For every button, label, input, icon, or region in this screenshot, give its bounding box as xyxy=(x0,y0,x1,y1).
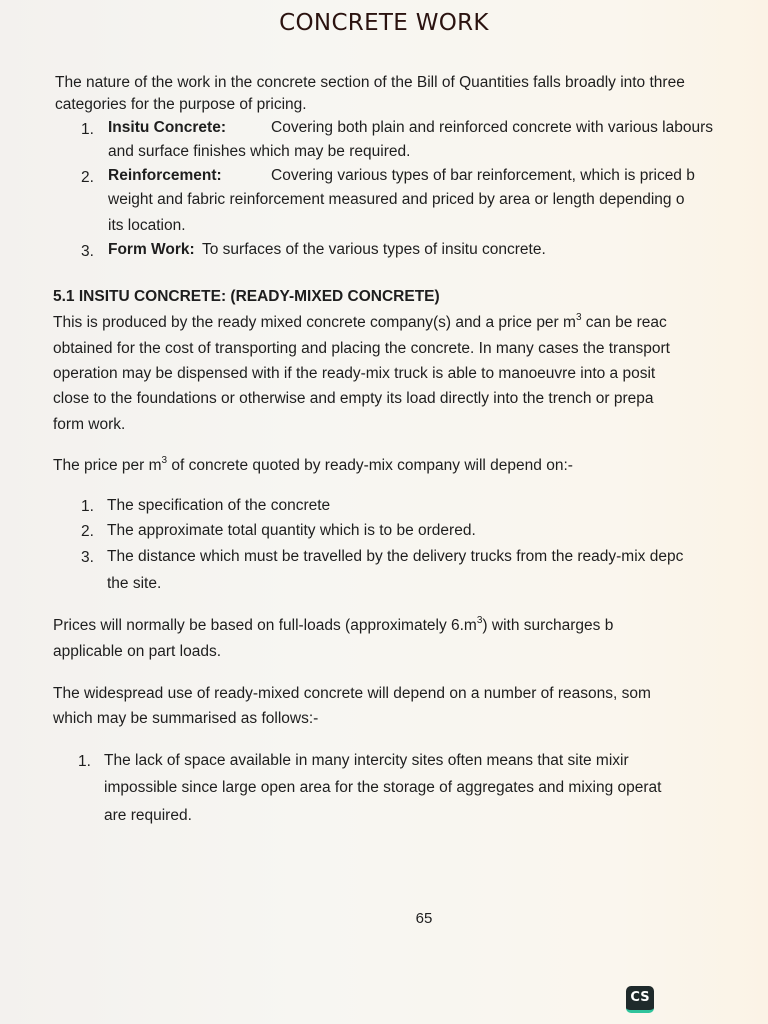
list-item-text: are required. xyxy=(104,807,192,824)
list-item-text: The lack of space available in many intercity sites often means that site mixir xyxy=(104,752,629,769)
list-item-text: The approximate total quantity which is to be ordered. xyxy=(107,522,476,539)
list-item-label: Reinforcement: xyxy=(108,167,222,184)
paragraph-text: ) with surcharges b xyxy=(482,617,614,634)
superscript: 3 xyxy=(575,311,582,323)
superscript: 3 xyxy=(476,614,483,626)
page-number: 65 xyxy=(415,910,433,927)
paragraph-line: obtained for the cost of transporting and placing the concrete. In many cases the transport xyxy=(53,340,670,357)
list-item-label: Insitu Concrete: xyxy=(108,119,226,136)
intro-line-2: categories for the purpose of pricing. xyxy=(55,96,307,113)
page-title: CONCRETE WORK xyxy=(279,10,489,36)
list-item-text: its location. xyxy=(108,217,186,234)
list-item-label: Form Work: xyxy=(108,241,195,258)
paragraph-line: form work. xyxy=(53,416,126,433)
camscanner-logo-icon: CS xyxy=(626,986,654,1013)
list-item-number: 1. xyxy=(78,753,91,770)
superscript: 3 xyxy=(161,454,168,466)
paragraph-line: close to the foundations or otherwise and empty its load directly into the trench or prepa xyxy=(53,390,654,407)
list-item-text: Covering both plain and reinforced concrete with various labours xyxy=(271,119,713,136)
list-item-text: Covering various types of bar reinforcement, which is priced b xyxy=(271,167,695,184)
paragraph-text: This is produced by the ready mixed concrete company(s) and a price per m xyxy=(53,314,576,331)
list-item-text: To surfaces of the various types of insitu concrete. xyxy=(202,241,546,258)
section-heading: 5.1 INSITU CONCRETE: (READY-MIXED CONCRETE) xyxy=(53,288,440,305)
list-item-text: The specification of the concrete xyxy=(107,497,331,514)
paragraph-line: The widespread use of ready-mixed concrete will depend on a number of reasons, som xyxy=(53,685,651,702)
list-item-number: 2. xyxy=(81,169,94,186)
paragraph-line xyxy=(53,456,573,476)
paragraph-text: Prices will normally be based on full-loads (approximately 6.m xyxy=(53,617,477,634)
paragraph-line xyxy=(53,616,613,636)
list-item-number: 1. xyxy=(81,121,94,138)
paragraph-text: The price per m xyxy=(53,457,162,474)
list-item-text: weight and fabric reinforcement measured and priced by area or length depending o xyxy=(108,191,685,208)
paragraph-line: which may be summarised as follows:- xyxy=(53,710,319,727)
paragraph-text: can be reac xyxy=(581,314,667,331)
list-item-text: and surface finishes which may be required. xyxy=(108,143,411,160)
paragraph-line: operation may be dispensed with if the ready-mix truck is able to manoeuvre into a posit xyxy=(53,365,656,382)
list-item-text: the site. xyxy=(107,575,162,592)
list-item-text: The distance which must be travelled by the delivery trucks from the ready-mix depc xyxy=(107,548,684,565)
list-item-number: 2. xyxy=(81,523,94,540)
list-item-number: 3. xyxy=(81,549,94,566)
paragraph-line: applicable on part loads. xyxy=(53,643,222,660)
paragraph-line xyxy=(53,313,667,333)
intro-line-1: The nature of the work in the concrete section of the Bill of Quantities falls broadly into three xyxy=(55,74,685,91)
list-item-number: 3. xyxy=(81,243,94,260)
list-item-number: 1. xyxy=(81,498,94,515)
list-item-text: impossible since large open area for the storage of aggregates and mixing operat xyxy=(104,779,662,796)
paragraph-text: of concrete quoted by ready-mix company will depend on:- xyxy=(167,457,573,474)
